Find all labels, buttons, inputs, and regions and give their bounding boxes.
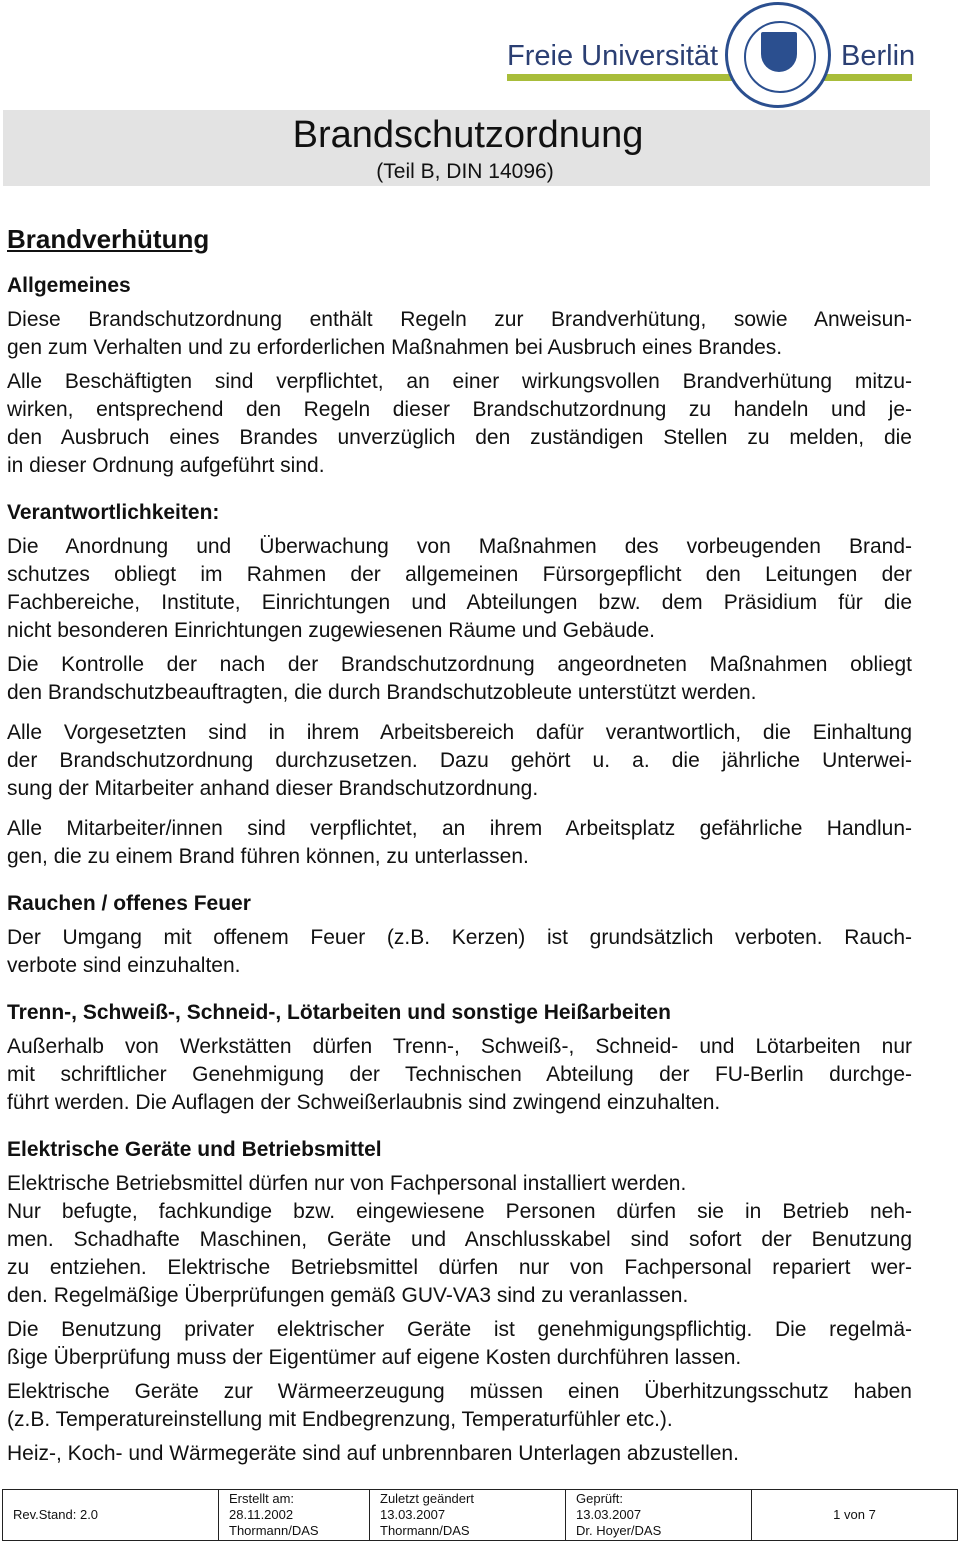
- paragraph: [7, 719, 912, 803]
- document-body: [7, 222, 912, 1468]
- text-line: Elektrische Betriebsmittel dürfen nur von Fachpersonal installiert werden.: [7, 1172, 687, 1195]
- text-line: Alle Beschäftigten sind verpflichtet, an einer wirkungsvollen Brandverhütung mitzu-: [7, 370, 912, 393]
- paragraph: [7, 368, 912, 480]
- text-line: den. Regelmäßige Überprüfungen gemäß GUV-VA3 sind zu veranlassen.: [7, 1284, 689, 1307]
- page-title: Brandschutzordnung: [292, 114, 644, 156]
- text-line: gen zum Verhalten und zu erforderlichen Maßnahmen bei Ausbruch eines Brandes.: [7, 336, 783, 359]
- heading-elektrische-geraete: Elektrische Geräte und Betriebsmittel: [7, 1138, 382, 1161]
- created-date: 28.11.2002: [229, 1507, 294, 1522]
- text-line: Fachbereiche, Institute, Einrichtungen und Abteilungen bzw. dem Präsidium für die: [7, 591, 912, 614]
- checked-label: Geprüft:: [576, 1491, 623, 1506]
- text-line: Die Kontrolle der nach der Brandschutzordnung angeordneten Maßnahmen obliegt: [7, 653, 912, 676]
- heading-rauchen: Rauchen / offenes Feuer: [7, 892, 251, 915]
- checked-by: Dr. Hoyer/DAS: [576, 1523, 662, 1538]
- logo-bar: [507, 74, 912, 81]
- text-line: men. Schadhafte Maschinen, Geräte und Anschlusskabel sind sofort der Benutzung: [7, 1228, 912, 1251]
- text-line: der Brandschutzordnung durchzusetzen. Dazu gehört u. a. die jährliche Unterwei-: [7, 749, 912, 772]
- checked-date: 13.03.2007: [576, 1507, 642, 1522]
- revision-status: Rev.Stand: 2.0: [3, 1490, 219, 1541]
- paragraph: [7, 815, 912, 871]
- paragraph: [7, 1440, 912, 1468]
- text-line: führt werden. Die Auflagen der Schweißerlaubnis sind zwingend einzuhalten.: [7, 1091, 721, 1114]
- text-line: Elektrische Geräte zur Wärmeerzeugung müssen einen Überhitzungsschutz haben: [7, 1380, 912, 1403]
- text-line: den Brandschutzbeauftragten, die durch Brandschutzobleute unterstützt werden.: [7, 681, 757, 704]
- changed-cell: [370, 1490, 566, 1541]
- logo-text-right: Berlin: [841, 40, 916, 72]
- document-footer-table: [2, 1489, 958, 1541]
- text-line: (z.B. Temperatureinstellung mit Endbegrenzung, Temperaturfühler etc.).: [7, 1408, 673, 1431]
- text-line: verbote sind einzuhalten.: [7, 954, 241, 977]
- text-line: schutzes obliegt im Rahmen der allgemeinen Fürsorgepflicht den Leitungen der: [7, 563, 912, 586]
- text-line: mit schriftlicher Genehmigung der Technischen Abteilung der FU-Berlin durchge-: [7, 1063, 912, 1086]
- paragraph: [7, 924, 912, 980]
- text-line: gen, die zu einem Brand führen können, zu unterlassen.: [7, 845, 529, 868]
- paragraph: [7, 533, 912, 645]
- text-line: zu entziehen. Elektrische Betriebsmittel dürfen nur von Fachpersonal repariert wer-: [7, 1256, 912, 1279]
- paragraph: [7, 1316, 912, 1372]
- text-line: ßige Überprüfung muss der Eigentümer auf eigene Kosten durchführen lassen.: [7, 1346, 742, 1369]
- text-line: Die Benutzung privater elektrischer Geräte ist genehmigungspflichtig. Die regelmä-: [7, 1318, 912, 1341]
- paragraph: [7, 1378, 912, 1434]
- changed-date: 13.03.2007: [380, 1507, 446, 1522]
- created-label: Erstellt am:: [229, 1491, 295, 1506]
- heading-verantwortlichkeiten: Verantwortlichkeiten:: [7, 501, 220, 524]
- text-line: wirken, entsprechend den Regeln dieser Brandschutzordnung zu handeln und je-: [7, 398, 912, 421]
- paragraph: [7, 1170, 912, 1198]
- logo-text-left: Freie Universität: [507, 40, 719, 72]
- changed-label: Zuletzt geändert: [380, 1491, 474, 1506]
- created-cell: [219, 1490, 370, 1541]
- text-line: Alle Mitarbeiter/innen sind verpflichtet, an ihrem Arbeitsplatz gefährliche Handlun-: [7, 817, 912, 840]
- text-line: Alle Vorgesetzten sind in ihrem Arbeitsbereich dafür verantwortlich, die Einhaltung: [7, 721, 912, 744]
- section-heading: Brandverhütung: [7, 224, 210, 254]
- text-line: den Ausbruch eines Brandes unverzüglich den zuständigen Stellen zu melden, die: [7, 426, 912, 449]
- paragraph: [7, 1033, 912, 1117]
- text-line: Nur befugte, fachkundige bzw. eingewiesene Personen dürfen sie in Betrieb neh-: [7, 1200, 912, 1223]
- heading-heissarbeiten: Trenn-, Schweiß-, Schneid-, Lötarbeiten und sonstige Heißarbeiten: [7, 1001, 671, 1024]
- created-by: Thormann/DAS: [229, 1523, 319, 1538]
- checked-cell: [566, 1490, 752, 1541]
- text-line: Heiz-, Koch- und Wärmegeräte sind auf unbrennbaren Unterlagen abzustellen.: [7, 1442, 739, 1465]
- text-line: sung der Mitarbeiter anhand dieser Brandschutzordnung.: [7, 777, 539, 800]
- university-seal-icon: [725, 2, 831, 108]
- paragraph: [7, 306, 912, 362]
- text-line: in dieser Ordnung aufgeführt sind.: [7, 454, 325, 477]
- text-line: Die Anordnung und Überwachung von Maßnahmen des vorbeugenden Brand-: [7, 535, 912, 558]
- text-line: Der Umgang mit offenem Feuer (z.B. Kerzen) ist grundsätzlich verboten. Rauch-: [7, 926, 912, 949]
- heading-allgemeines: Allgemeines: [7, 274, 131, 297]
- paragraph: [7, 1198, 912, 1310]
- text-line: Außerhalb von Werkstätten dürfen Trenn-, Schweiß-, Schneid- und Lötarbeiten nur: [7, 1035, 912, 1058]
- paragraph: [7, 651, 912, 707]
- university-logo: [507, 0, 915, 108]
- text-line: Diese Brandschutzordnung enthält Regeln zur Brandverhütung, sowie Anweisun-: [7, 308, 912, 331]
- page-number: 1 von 7: [752, 1490, 958, 1541]
- text-line: nicht besonderen Einrichtungen zugewiesenen Räume und Gebäude.: [7, 619, 655, 642]
- page-subtitle: (Teil B, DIN 14096): [376, 160, 554, 183]
- changed-by: Thormann/DAS: [380, 1523, 470, 1538]
